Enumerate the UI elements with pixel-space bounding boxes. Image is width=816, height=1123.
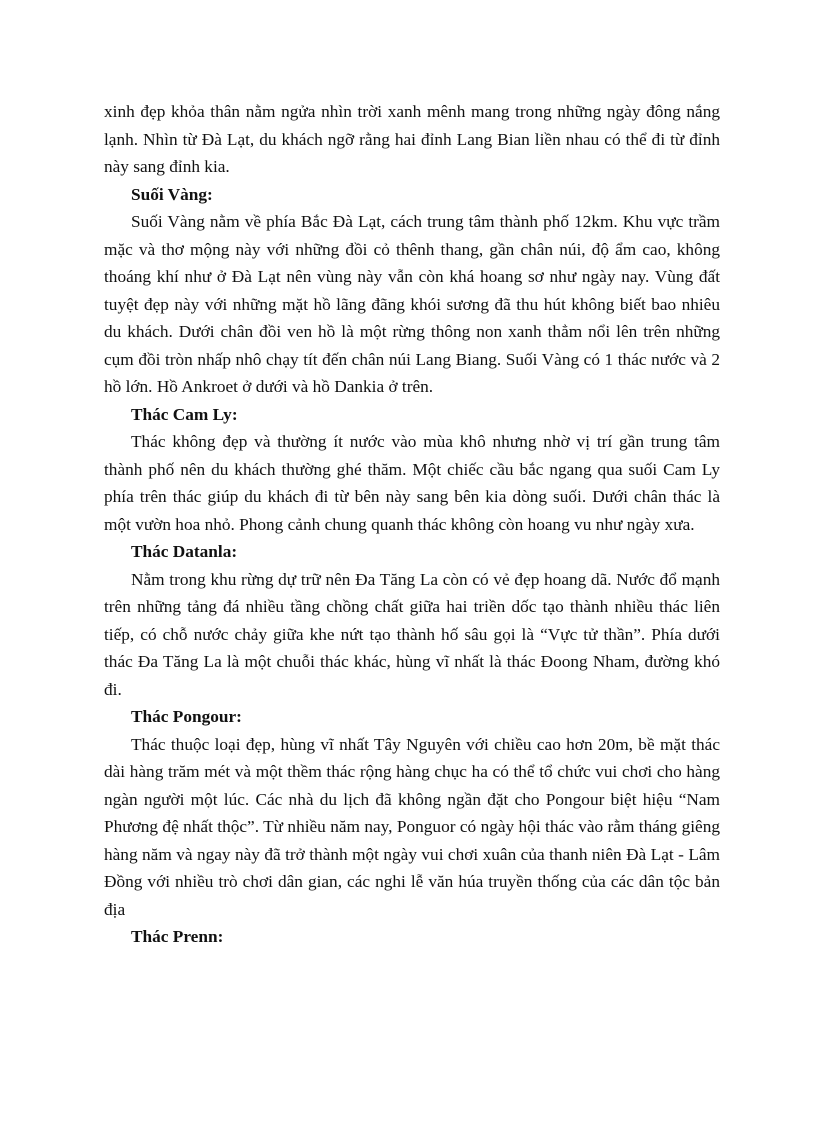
heading-thac-cam-ly: Thác Cam Ly:: [131, 404, 238, 424]
paragraph-lang-bian-continuation: xinh đẹp khỏa thân nằm ngửa nhìn trời xanh mênh mang trong những ngày đông nắng lạnh. Nhìn từ Đà Lạt, du khách ngỡ rằng hai đỉnh Lang Bian liền nhau có thể đi từ đỉnh này sang đỉnh kia.: [104, 102, 720, 176]
paragraph-thac-cam-ly: Thác không đẹp và thường ít nước vào mùa khô nhưng nhờ vị trí gần trung tâm thành phố nên du khách thường ghé thăm. Một chiếc cầu bắc ngang qua suối Cam Ly phía trên thác giúp du khách đi từ bên này sang bên kia dòng suối. Dưới chân thác là một vườn hoa nhỏ. Phong cảnh chung quanh thác không còn hoang vu như ngày xưa.: [104, 432, 720, 534]
paragraph-suoi-vang: Suối Vàng nằm về phía Bắc Đà Lạt, cách trung tâm thành phố 12km. Khu vực trầm mặc và thơ mộng này với những đồi cỏ thênh thang, gần chân núi, độ ẩm cao, không thoáng khí như ở Đà Lạt nên vùng này vẫn còn khá hoang sơ như ngày nay. Vùng đất tuyệt đẹp này với những mặt hồ lãng đãng khói sương đã thu hút không biết bao nhiêu du khách. Dưới chân đồi ven hồ là một rừng thông non xanh thẳm nổi lên trên những cụm đồi tròn nhấp nhô chạy tít đến chân núi Lang Biang. Suối Vàng có 1 thác nước và 2 hồ lớn. Hồ Ankroet ở dưới và hồ Dankia ở trên.: [104, 212, 720, 396]
heading-thac-prenn: Thác Prenn:: [131, 927, 224, 946]
heading-thac-datanla: Thác Datanla:: [131, 542, 238, 561]
heading-suoi-vang: Suối Vàng:: [131, 184, 213, 204]
paragraph-thac-pongour: Thác thuộc loại đẹp, hùng vĩ nhất Tây Nguyên với chiều cao hơn 20m, bề mặt thác dài hàng trăm mét và một thềm thác rộng hàng chục ha có thể tổ chức vui chơi cho hàng ngàn người một lúc. Các nhà du lịch đã không ngần đặt cho Pongour biệt hiệu “Nam Phương đệ nhất thộc”. Từ nhiều năm nay, Ponguor có ngày hội thác vào rằm tháng giêng hàng năm và ngay này đã trở thành một ngày vui chơi xuân của thanh niên Đà Lạt - Lâm Đồng với nhiều trò chơi dân gian, các nghi lễ văn húa truyền thống của các dân tộc bản địa: [104, 734, 720, 919]
paragraph-thac-datanla: Nằm trong khu rừng dự trữ nên Đa Tăng La còn có vẻ đẹp hoang dã. Nước đổ mạnh trên những tảng đá nhiều tầng chồng chất giữa hai triền dốc tạo thành nhiều thác liên tiếp, có chỗ nước chảy giữa khe nứt tạo thành hố sâu gọi là “Vực tử thần”. Phía dưới thác Đa Tăng La là một chuỗi thác khác, hùng vĩ nhất là thác Đoong Nham, đường khó đi.: [104, 569, 720, 699]
heading-thac-pongour: Thác Pongour:: [131, 707, 242, 726]
document-page: [104, 98, 720, 951]
